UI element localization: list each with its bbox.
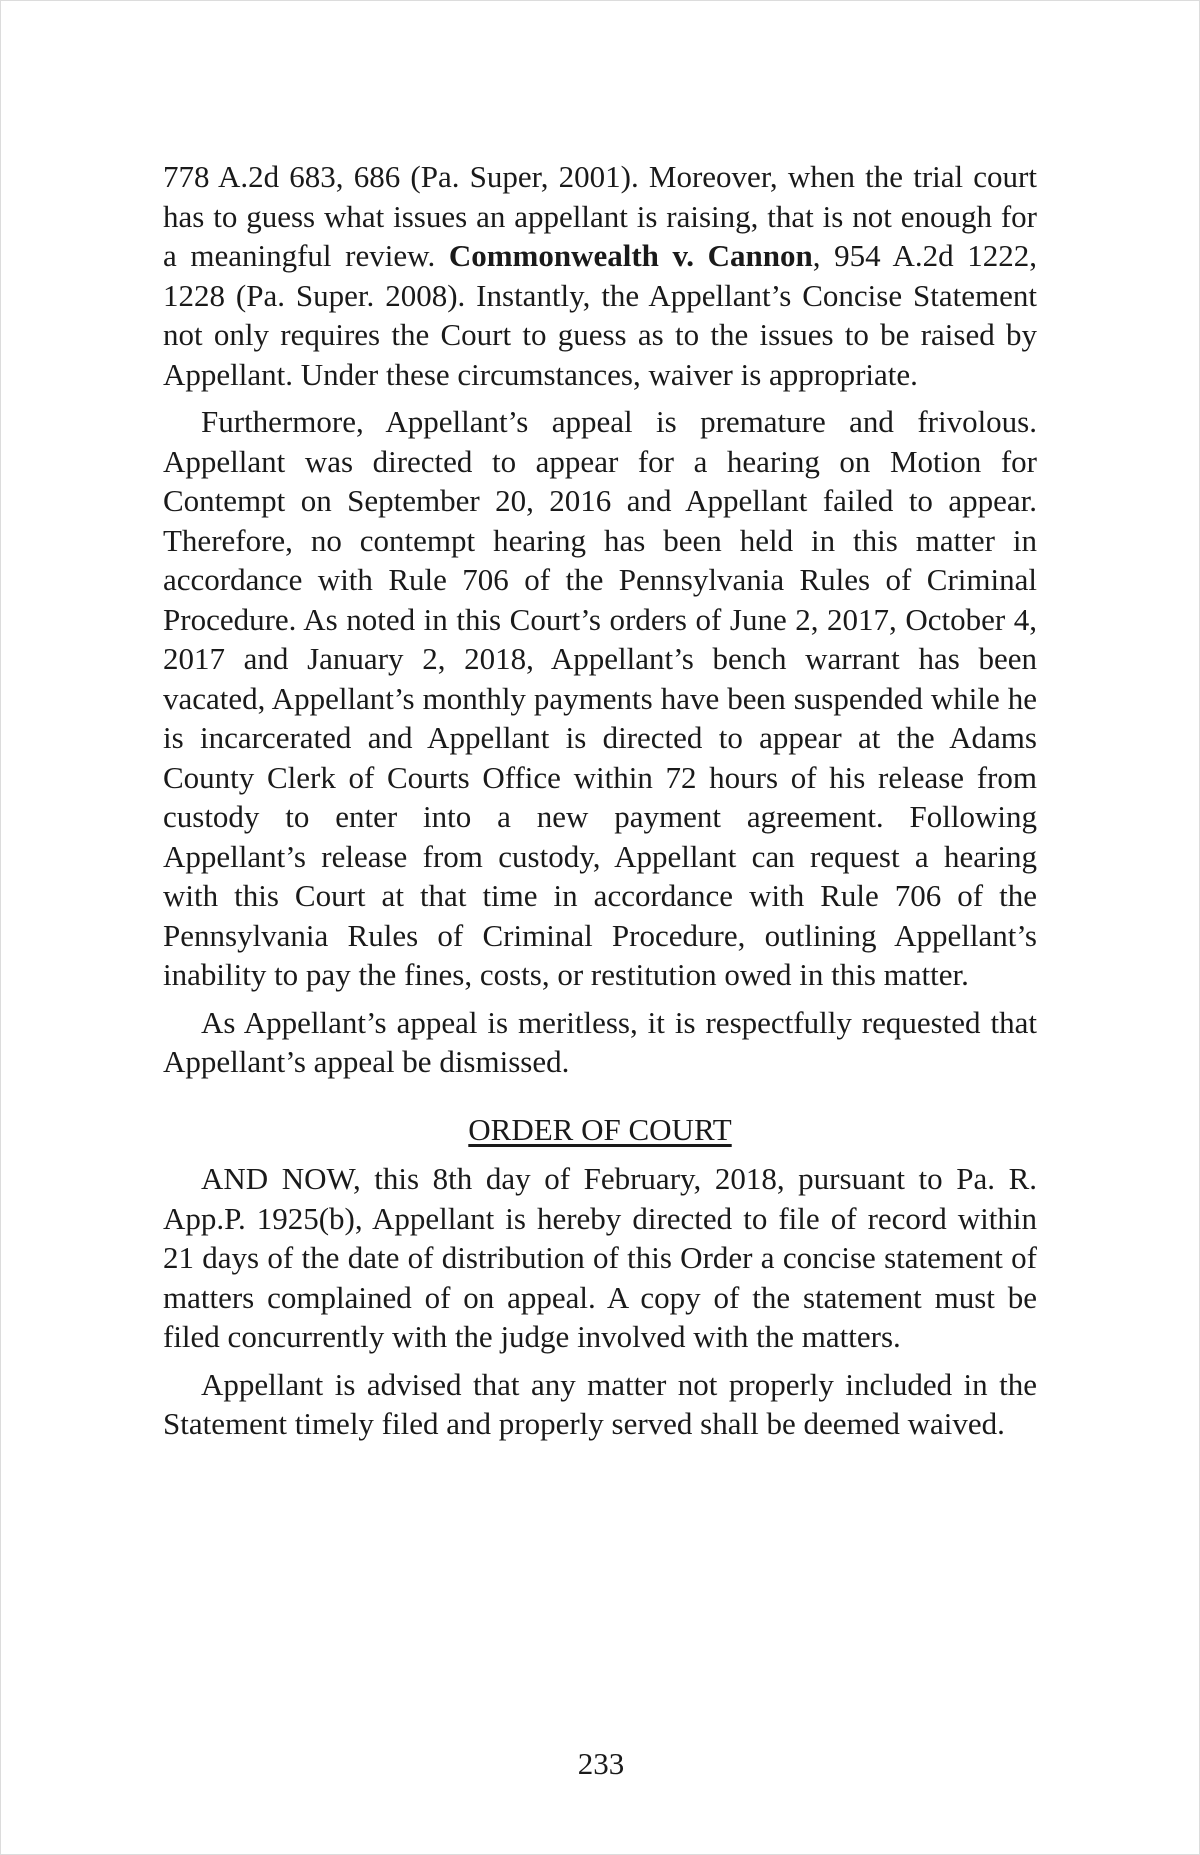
paragraph-citation (163, 157, 1037, 394)
paragraph-order-waiver: Appellant is advised that any matter not properly included in the Statement timely filed and properly served shall be deemed waived. (163, 1366, 1037, 1441)
case-name: Commonwealth v. Cannon (448, 238, 813, 273)
paragraph-premature-appeal: Furthermore, Appellant’s appeal is premature and frivolous. Appellant was directed to appear for a hearing on Motion for Contempt on September 20, 2016 and Appellant failed to appear. Therefore, no contempt hearing has been held in this matter in accordance with Rule 706 of the Pennsylvania Rules of Criminal Procedure. As noted in this Court’s orders of June 2, 2017, October 4, 2017 and January 2, 2018, Appellant’s bench warrant has been vacated, Appellant’s monthly payments have been suspended while he is incarcerated and Appellant is directed to appear at the Adams County Clerk of Courts Office within 72 hours of his release from custody to enter into a new payment agreement. Following Appellant’s release from custody, Appellant can request a hearing with this Court at that time in accordance with Rule 706 of the Pennsylvania Rules of Criminal Procedure, outlining Appellant’s inability to pay the fines, costs, or restitution owed in this matter. (163, 404, 1037, 992)
paragraph-order-directive: AND NOW, this 8th day of February, 2018, pursuant to Pa. R. App.P. 1925(b), Appellant is hereby directed to file of record within 21 days of the date of distribution of this Order a concise statement of matters complained of on appeal. A copy of the statement must be filed concurrently with the judge involved with the matters. (163, 1161, 1037, 1354)
order-heading: ORDER OF COURT (468, 1111, 732, 1147)
paragraph-citation-part-1: 778 A.2d 683, 686 (Pa. Super, 2001). Moreover, when the trial court has to guess what issues an appellant is raising, that is not enough for a meaningful review. (163, 159, 1037, 273)
page-number: 233 (577, 1746, 625, 1781)
page-content (163, 157, 1037, 1452)
paragraph-citation-part-2: , 954 A.2d 1222, 1228 (Pa. Super. 2008). Instantly, the Appellant’s Concise Statement not only requires the Court to guess as to the issues to be raised by Appellant. Under these circumstances, waiver is appropriate. (163, 238, 1037, 392)
paragraph-meritless-appeal: As Appellant’s appeal is meritless, it is respectfully requested that Appellant’s appeal be dismissed. (163, 1004, 1037, 1079)
